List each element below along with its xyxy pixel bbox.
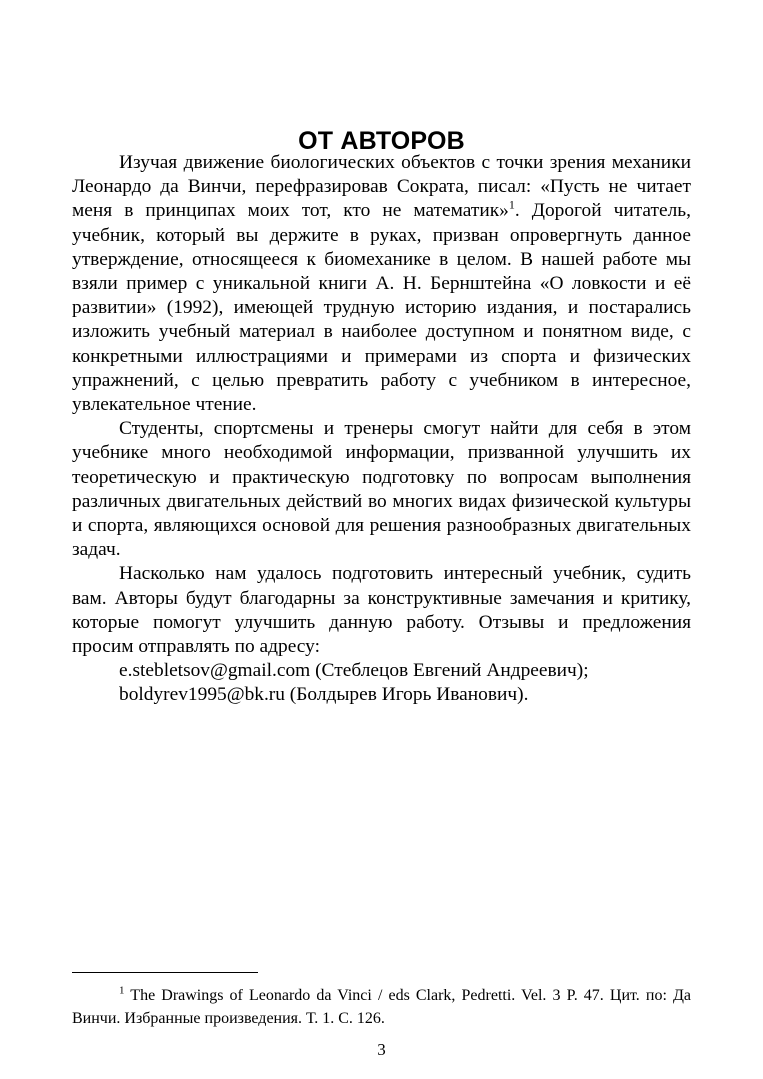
paragraph-2: Студенты, спортсмены и тренеры смогут найти для себя в этом учебнике много необходимой информации, призванной улучшить их теоретическую и практическую подготовку по вопросам выполнения различных двигательных действий во многих видах физической культуры и спорта, являющихся основой для решения разнообразных двигательных задач. [72,418,691,561]
paragraph-1-text-end: . Дорогой читатель, учебник, который вы держите в руках, призван опровергнуть данное утверждение, относящееся к биомеханике в целом. В нашей работе мы взяли пример с уникальной книги А. Н. Бернштейна «О ловкости и её развитии» (1992), имеющей трудную историю издания, и постарались изложить учебный материал в наиболее доступном и понятном виде, с конкретными иллюстрациями и примерами из спорта и физических упражнений, с целью превратить работу с учебником в интересное, увлекательное чтение. [72,200,691,416]
paragraph-1 [72,151,691,417]
footnote-mark: 1 [119,984,125,997]
page-title: ОТ АВТОРОВ [298,126,465,155]
footnote [72,984,691,1030]
footnote-separator [72,972,258,973]
page-number: 3 [377,1040,386,1059]
paragraph-1-text-start: Изучая движение биологических объектов с точки зрения механики Леонардо да Винчи, перефразировав Сократа, писал: «Пусть не читает меня в принципах моих тот, кто не математик» [72,152,691,222]
footnote-reference: 1 [508,197,515,212]
contact-line-boldyrev: boldyrev1995@bk.ru (Болдырев Игорь Иванович). [119,684,529,706]
footnote-text: The Drawings of Leonardo da Vinci / eds Clark, Pedretti. Vel. 3 P. 47. Цит. по: Да Винчи. Избранные произведения. Т. 1. С. 126. [72,987,691,1027]
contact-line-stebletsov: e.stebletsov@gmail.com (Стеблецов Евгений Андреевич); [119,660,589,682]
paragraph-3: Насколько нам удалось подготовить интересный учебник, судить вам. Авторы будут благодарны за конструктивные замечания и критику, которые помогут улучшить данную работу. Отзывы и предложения просим отправлять по адресу: [72,563,691,658]
main-text [72,151,691,708]
